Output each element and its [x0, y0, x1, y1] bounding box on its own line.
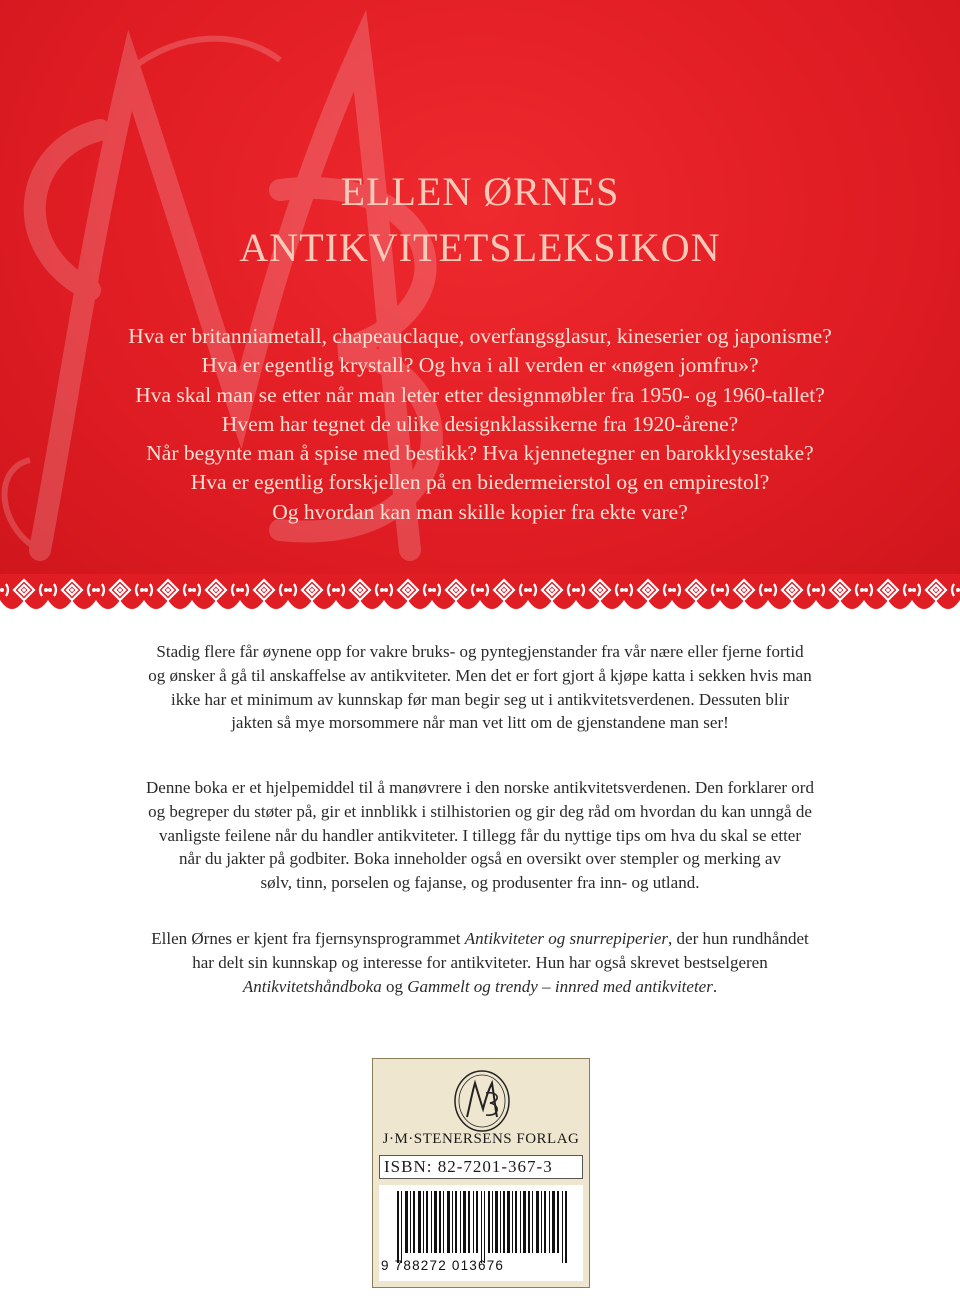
text-run: og: [381, 976, 408, 996]
publisher-logo-icon: [453, 1069, 511, 1133]
publisher-box: [372, 1058, 590, 1288]
book-title: ANTIKVITETSLEKSIKON: [239, 225, 721, 270]
tv-program-title: Antikviteter og snurrepiperier: [464, 929, 669, 948]
text-line: jakten så mye morsommere når man vet litt om de gjenstandene man ser!: [231, 713, 729, 733]
question-line: Hva er egentlig krystall? Og hva i all verden er «nøgen jomfru»?: [201, 353, 759, 378]
book-title-ref: Antikvitetshåndboka: [242, 976, 382, 996]
text-line: når du jakter på godbiter. Boka inneholder også en oversikt over stempler og merking av: [179, 849, 781, 869]
question-line: Når begynte man å spise med bestikk? Hva kjennetegner en barokklysestake?: [146, 441, 814, 466]
text-line: [60, 975, 900, 999]
text-line: har delt sin kunnskap og interesse for antikviteter. Hun har også skrevet bestselgeren: [192, 952, 768, 972]
barcode: [379, 1185, 583, 1281]
author-bio-paragraph: [60, 927, 900, 998]
question-line: Hva skal man se etter når man leter etter designmøbler fra 1950- og 1960-tallet?: [135, 382, 825, 407]
author-name: ELLEN ØRNES: [340, 169, 620, 214]
book-title-ref: Gammelt og trendy – innred med antikviteter: [407, 976, 713, 996]
text-run: .: [712, 976, 718, 996]
text-line: og begreper du støter på, gir et innblikk i stilhistorien og gir deg råd om hvordan du kan unngå de: [148, 801, 812, 821]
text-line: Stadig flere får øynene opp for vakre bruks- og pyntegjenstander fra vår nære eller fjerne fortid: [156, 642, 804, 661]
cover-red-panel: [0, 0, 960, 600]
text-run: Ellen Ørnes er kjent fra fjernsynsprogrammet: [151, 929, 465, 948]
description-paragraph-2: [60, 776, 900, 895]
publisher-name: J·M·STENERSENS FORLAG: [382, 1131, 580, 1147]
text-line: vanligste feilene når du handler antikviteter. I tillegg får du nyttige tips om hva du skal se etter: [158, 825, 802, 845]
text-line: sølv, tinn, porselen og fajanse, og produsenter fra inn- og utland.: [260, 873, 700, 893]
barcode-bars-icon: [397, 1191, 573, 1263]
text-line: Denne boka er et hjelpemiddel til å manøvrere i den norske antikvitetsverdenen. Den forklarer ord: [146, 778, 814, 797]
description-paragraph-1: [60, 640, 900, 735]
isbn-label: ISBN: 82-7201-367-3: [379, 1155, 583, 1179]
text-run: , der hun rundhåndet: [668, 929, 809, 948]
text-line: ikke har et minimum av kunnskap før man begir seg ut i antikvitetsverdenen. Dessuten blir: [171, 689, 789, 709]
text-line: [60, 927, 900, 951]
text-line: og ønsker å gå til anskaffelse av antikviteter. Men det er fort gjort å kjøpe katta i sekken hvis man: [148, 665, 812, 685]
question-line: Hvem har tegnet de ulike designklassikerne fra 1920-årene?: [221, 411, 739, 436]
lace-border-icon: [0, 574, 960, 618]
barcode-number: 9 788272 013676: [381, 1258, 505, 1273]
question-line: Hva er egentlig forskjellen på en biedermeierstol og en empirestol?: [190, 470, 770, 495]
question-line: Hva er britanniametall, chapeauclaque, overfangsglasur, kineserier og japonisme?: [128, 324, 832, 348]
cover-questions: [40, 322, 920, 527]
question-line: Og hvordan kan man skille kopier fra ekte vare?: [272, 499, 688, 524]
